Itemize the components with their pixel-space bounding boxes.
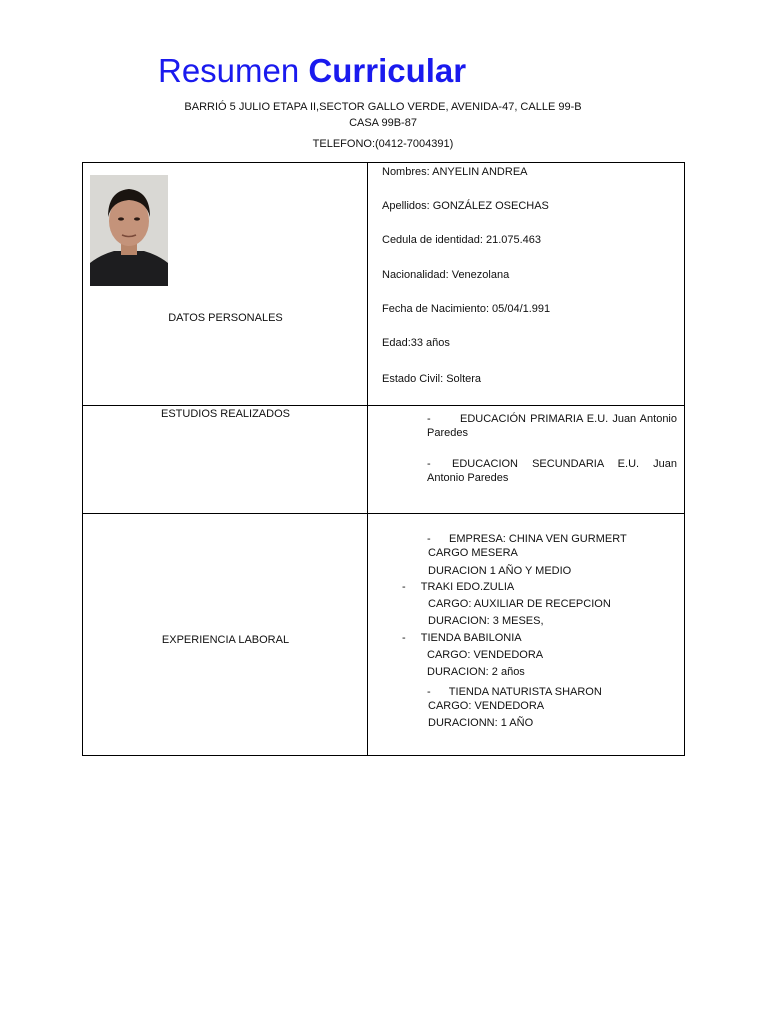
field-marital-status: Estado Civil: Soltera — [382, 373, 482, 385]
field-id-number: Cedula de identidad: 21.075.463 — [382, 234, 542, 246]
field-nationality: Nacionalidad: Venezolana — [382, 269, 510, 281]
experience-line: DURACION: 3 MESES, — [428, 615, 544, 627]
document-title — [158, 52, 466, 90]
experience-line: CARGO: AUXILIAR DE RECEPCION — [428, 598, 611, 610]
personal-data-label-cell — [83, 163, 368, 406]
experience-line: CARGO: VENDEDORA — [428, 700, 545, 712]
education-item-secondary — [427, 457, 677, 485]
phone-number: TELEFONO:(0412-7004391) — [312, 138, 454, 150]
personal-data-row — [83, 163, 685, 406]
cv-table — [82, 162, 685, 756]
address-line-2: CASA 99B-87 — [349, 117, 417, 129]
title-bold: Curricular — [308, 52, 467, 89]
experience-line: CARGO: VENDEDORA — [427, 649, 544, 661]
experience-label: EXPERIENCIA LABORAL — [161, 634, 290, 646]
experience-line: - TRAKI EDO.ZULIA — [402, 581, 515, 593]
education-item-text: EDUCACIÓN PRIMARIA E.U. Juan Antonio Paredes — [427, 413, 677, 439]
personal-data-label: DATOS PERSONALES — [168, 312, 283, 324]
education-label-cell — [83, 406, 368, 514]
field-birth-date: Fecha de Nacimiento: 05/04/1.991 — [382, 303, 551, 315]
title-regular: Resumen — [158, 52, 300, 89]
education-values-cell — [368, 406, 685, 514]
experience-line: - TIENDA BABILONIA — [402, 632, 522, 644]
experience-label-cell — [83, 514, 368, 756]
experience-line: CARGO MESERA — [428, 547, 518, 559]
field-age: Edad:33 años — [382, 337, 450, 349]
experience-row — [83, 514, 685, 756]
experience-line: DURACION 1 AÑO Y MEDIO — [428, 565, 572, 577]
education-item-text: EDUCACION SECUNDARIA E.U. Juan Antonio Paredes — [427, 458, 677, 484]
field-names: Nombres: ANYELIN ANDREA — [382, 166, 528, 178]
experience-line: - TIENDA NATURISTA SHARON — [427, 686, 602, 698]
bullet-dash: - — [427, 458, 431, 470]
education-label: ESTUDIOS REALIZADOS — [161, 408, 290, 420]
bullet-dash: - — [427, 413, 431, 425]
field-surnames: Apellidos: GONZÁLEZ OSECHAS — [382, 200, 549, 212]
education-item-primary — [427, 412, 677, 440]
education-row — [83, 406, 685, 514]
experience-values-cell — [368, 514, 685, 756]
experience-line: DURACIONN: 1 AÑO — [428, 717, 534, 729]
experience-line: - EMPRESA: CHINA VEN GURMERT — [427, 533, 627, 545]
personal-data-values-cell — [368, 163, 685, 406]
experience-line: DURACION: 2 años — [427, 666, 525, 678]
address-line-1: BARRIÓ 5 JULIO ETAPA II,SECTOR GALLO VERDE, AVENIDA-47, CALLE 99-B — [184, 101, 582, 113]
profile-photo — [90, 175, 168, 286]
